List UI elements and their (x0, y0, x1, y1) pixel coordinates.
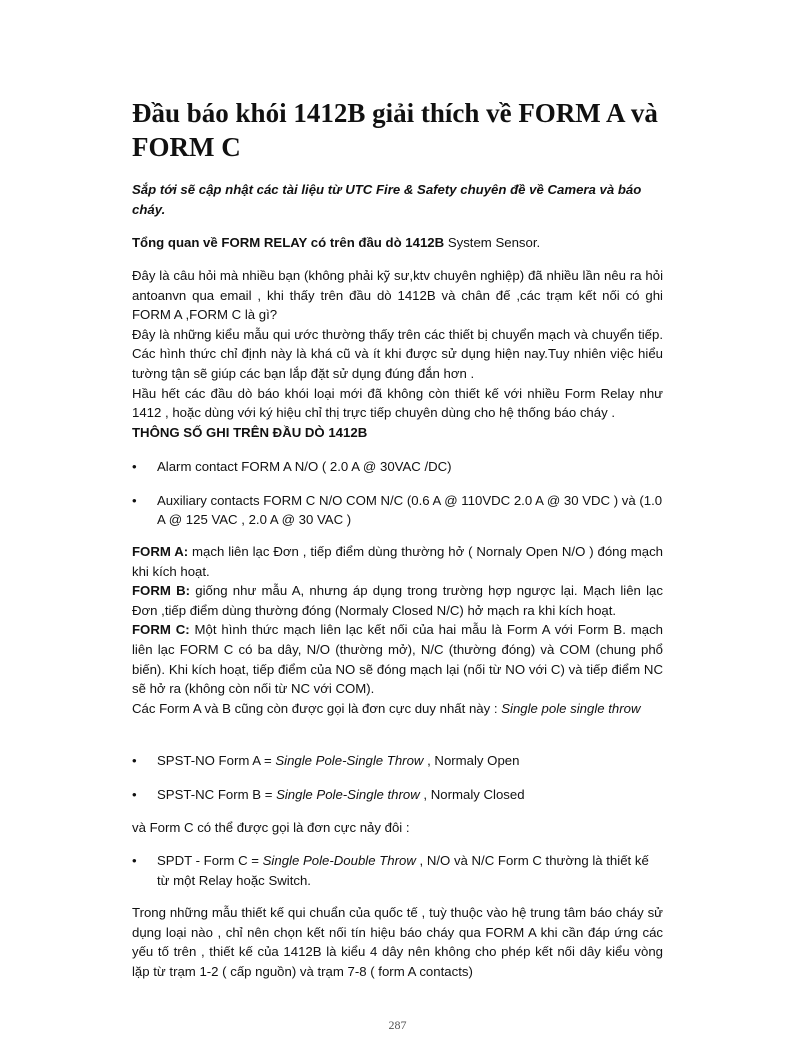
bullet-icon: • (132, 492, 137, 508)
page-number: 287 (388, 1018, 407, 1032)
closing-paragraph: Trong những mẫu thiết kế qui chuẩn của quốc tế , tuỳ thuộc vào hệ trung tâm báo cháy sử dụng loại nào , chỉ nên chọn kết nối tín hiệu báo cháy qua FORM A khi cần đáp ứng các yếu tố trên , thiết kế của 1412B là kiểu 4 dây nên không cho phép kết nối dây kiểu vòng lặp từ trạm 1-2 ( cấp nguồn) và trạm 7-8 ( form A contacts) (132, 905, 663, 979)
specs-list (132, 457, 663, 530)
subtitle: Sắp tới sẽ cập nhật các tài liệu từ UTC Fire & Safety chuyên đề về Camera và báo cháy. (132, 182, 642, 217)
bullet-icon: • (132, 459, 137, 474)
list-item (132, 457, 663, 477)
bullet-icon: • (132, 786, 137, 802)
page-title: Đầu báo khói 1412B giải thích về FORM A và FORM C (132, 98, 658, 162)
intro-p3: Hầu hết các đầu dò báo khói loại mới đã không còn thiết kế với nhiều Form Relay như 1412 , hoặc dùng với ký hiệu chỉ thị trực tiếp chuyên dùng cho hệ thống báo cháy . (132, 385, 663, 421)
intro-paragraphs (132, 266, 663, 442)
list-item (132, 491, 663, 530)
intro-p2: Đây là những kiểu mẫu qui ước thường thấy trên các thiết bị chuyển mạch và chuyển tiếp. Các hình thức chỉ định này là khá cũ và ít khi được sử dụng hiện nay.Tuy nhiên việc hiểu tường tận sẽ giúp các bạn lắp đặt sử dụng đúng đắn hơn . (132, 326, 663, 381)
spst-list (132, 751, 663, 804)
overview-rest: System Sensor. (444, 235, 541, 250)
list-item: • SPST-NO Form A = Single Pole-Single Throw , Normaly Open (132, 751, 663, 771)
spec-text: Alarm contact FORM A N/O ( 2.0 A @ 30VAC /DC) (157, 459, 452, 474)
list-item: • SPST-NC Form B = Single Pole-Single throw , Normaly Closed (132, 785, 663, 805)
list-item: • SPDT - Form C = Single Pole-Double Throw , N/O và N/C Form C thường là thiết kế từ một Relay hoặc Switch. (132, 853, 649, 888)
intro-p1: Đây là câu hỏi mà nhiều bạn (không phải kỹ sư,ktv chuyên nghiệp) đã nhiều lần nêu ra hỏi antoanvn qua email , khi thấy trên đầu dò 1412B và chân đế ,các trạm kết nối có ghi FORM A ,FORM C là gì? (132, 268, 663, 323)
specs-heading: THÔNG SỐ GHI TRÊN ĐẦU DÒ 1412B (132, 424, 368, 440)
form-c-text: FORM C: Một hình thức mạch liên lạc kết nối của hai mẫu là Form A với Form B. mạch liên lạc FORM C có ba dây, N/O (thường mở), N/C (thường đóng) và COM (chung phổ biến). Khi kích hoạt, tiếp điểm của NO sẽ đóng mạch lại (nối từ NO với C) và tiếp điểm NC sẽ hở ra (không còn nối từ NC với COM). (132, 622, 663, 697)
bullet-icon: • (132, 853, 137, 868)
form-a-text: FORM A: mạch liên lạc Đơn , tiếp điểm dùng thường hở ( Nornaly Open N/O ) đóng mạch khi kích hoạt. (132, 544, 663, 579)
form-b-text: FORM B: giống như mẫu A, nhưng áp dụng trong trường hợp ngược lại. Mạch liên lạc Đơn ,tiếp điểm dùng thường đóng (Normaly Closed N/C) hở mạch ra khi kích hoạt. (132, 583, 663, 618)
overview-bold: Tổng quan về FORM RELAY có trên đầu dò 1412B (132, 235, 445, 250)
spdt-list (132, 851, 663, 890)
form-ab-text: Các Form A và B cũng còn được gọi là đơn cực duy nhất này : Single pole single throw (132, 700, 641, 716)
bullet-icon: • (132, 753, 137, 768)
forms-section (132, 542, 663, 718)
form-c-intro: và Form C có thể được gọi là đơn cực nảy đôi : (132, 820, 410, 835)
spec-text: Auxiliary contacts FORM C N/O COM N/C (0.6 A @ 110VDC 2.0 A @ 30 VDC ) và (1.0 A @ 125 VAC , 2.0 A @ 30 VAC ) (157, 492, 663, 528)
overview-line (132, 233, 663, 253)
